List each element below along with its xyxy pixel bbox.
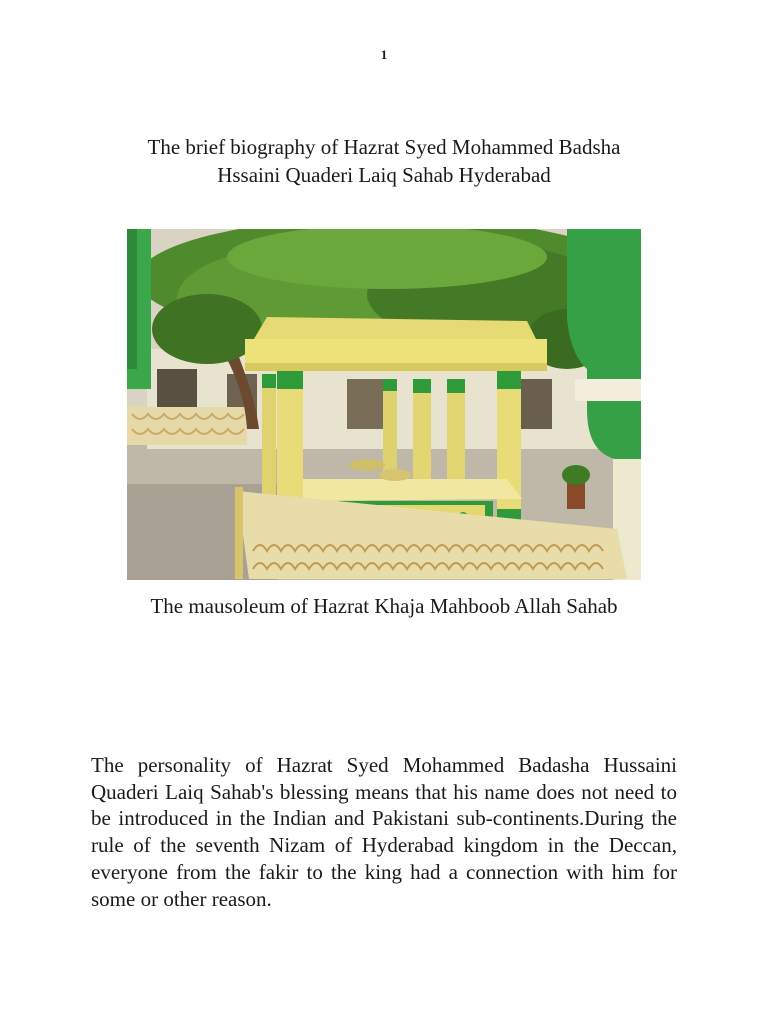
title-line-1: The brief biography of Hazrat Syed Mohammed Badsha	[147, 135, 621, 159]
page-number: 1	[380, 47, 388, 62]
mausoleum-photo	[127, 229, 641, 580]
photo-caption: The mausoleum of Hazrat Khaja Mahboob Allah Sahab	[150, 594, 618, 618]
document-title	[60, 133, 708, 189]
title-line-2: Hssaini Quaderi Laiq Sahab Hyderabad	[217, 163, 551, 187]
body-paragraph: The personality of Hazrat Syed Mohammed Badasha Hussaini Quaderi Laiq Sahab's blessing means that his name does not need to be introduced in the Indian and Pakistani sub-continents.During the rule of the seventh Nizam of Hyderabad kingdom in the Deccan, everyone from the fakir to the king had a connection with him for some or other reason.	[91, 753, 677, 911]
